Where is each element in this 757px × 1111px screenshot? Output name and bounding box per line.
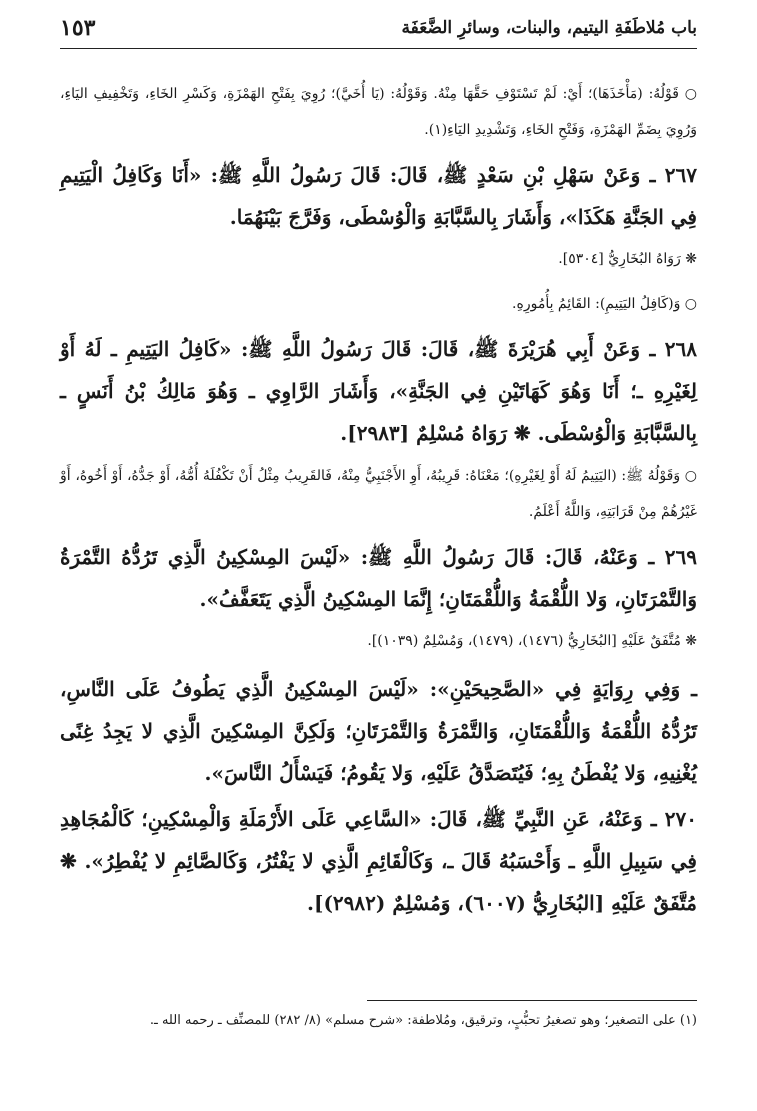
hadith-267-reference: ❋ رَوَاهُ البُخَارِيُّ [٥٣٠٤]. xyxy=(558,251,697,267)
running-header xyxy=(60,8,697,49)
hadith-269-reference: ❋ مُتَّفَقٌ عَلَيْهِ [البُخَارِيُّ (١٤٧٦)، (١٤٧٩)، وَمُسْلِمٌ (١٠٣٩)]. xyxy=(367,633,697,649)
footnote-divider xyxy=(367,1000,697,1001)
hadith-269-variant: ـ وَفِي رِوَايَةٍ فِي «الصَّحِيحَيْنِ»: «لَيْسَ المِسْكِينُ الَّذِي يَطُوفُ عَلَى النَّاسِ، تَرُدُّهُ اللُّقْمَةُ وَاللُّقْمَتَانِ، وَالتَّمْرَةُ وَالتَّمْرَتَانِ؛ وَلَكِنَّ المِسْكِينَ الَّذِي لا يَجِدُ غِنًى يُغْنِيهِ، وَلا يُفْطَنُ بِهِ؛ فَيُتَصَدَّقُ عَلَيْهِ، وَلا يَقُومُ؛ فَيَسْأَلُ النَّاسَ». xyxy=(60,677,697,785)
page-number: ١٥٣ xyxy=(60,15,96,41)
hadith-267: ٢٦٧ ـ وَعَنْ سَهْلِ بْنِ سَعْدٍ ﷺ، قَالَ: قَالَ رَسُولُ اللَّهِ ﷺ: «أَنَا وَكَافِلُ الْيَتِيمِ فِي الجَنَّةِ هَكَذَا»، وَأَشَارَ بِالسَّبَّابَةِ وَالْوُسْطَى، وَفَرَّجَ بَيْنَهُمَا. xyxy=(60,163,697,229)
hadith-268: ٢٦٨ ـ وَعَنْ أَبِي هُرَيْرَةَ ﷺ، قَالَ: قَالَ رَسُولُ اللَّهِ ﷺ: «كَافِلُ اليَتِيمِ ـ لَهُ أَوْ لِغَيْرِهِ ـ؛ أَنَا وَهُوَ كَهَاتَيْنِ فِي الجَنَّةِ»، وَأَشَارَ الرَّاوِي ـ وَهُوَ مَالِكُ بْنُ أَنَسٍ ـ بِالسَّبَّابَةِ وَالْوُسْطَى. ❋ رَوَاهُ مُسْلِمٌ [٢٩٨٣]. xyxy=(60,337,697,445)
footnote: (١) على التصغير؛ وهو تصغيرُ تحبُّبٍ، وترقيق، ومُلاطفة: «شرح مسلم» (٨/ ٢٨٢) للمصنِّف ـ رحمه الله ـ. xyxy=(149,1013,697,1028)
main-text xyxy=(60,76,697,928)
commentary-note: ○ وَ(كَافِلُ اليَتِيمِ): القَائِمُ بِأُمُورِهِ. xyxy=(512,296,697,312)
hadith-270: ٢٧٠ ـ وَعَنْهُ، عَنِ النَّبِيِّ ﷺ، قَالَ: «السَّاعِي عَلَى الأَرْمَلَةِ وَالْمِسْكِينِ؛ كَالْمُجَاهِدِ فِي سَبِيلِ اللَّهِ ـ وَأَحْسَبُهُ قَالَ ـ، وَكَالْقَائِمِ الَّذِي لا يَفْتُرُ، وَكَالصَّائِمِ لا يُفْطِرُ». ❋ مُتَّفَقٌ عَلَيْهِ [البُخَارِيُّ (٦٠٠٧)، وَمُسْلِمٌ (٢٩٨٢)]. xyxy=(60,807,697,915)
hadith-269: ٢٦٩ ـ وَعَنْهُ، قَالَ: قَالَ رَسُولُ اللَّهِ ﷺ: «لَيْسَ المِسْكِينُ الَّذِي تَرُدُّهُ التَّمْرَةُ وَالتَّمْرَتَانِ، وَلا اللُّقْمَةُ وَاللُّقْمَتَانِ؛ إِنَّمَا المِسْكِينُ الَّذِي يَتَعَفَّفُ». xyxy=(60,545,697,611)
chapter-title: باب مُلاطَفَةِ اليتيم، والبنات، وسائرِ الضَّعَفَة xyxy=(401,18,697,38)
commentary-note: ○ قَوْلُهُ: (مَأْخَذَهَا)؛ أَيْ: لَمْ تَسْتَوْفِ حَقَّهَا مِنْهُ. وَقَوْلُهُ: (يَا أُخَيَّ)؛ رُوِيَ بِفَتْحِ الهَمْزَةِ، وَكَسْرِ الخَاءِ، وَتَخْفِيفِ اليَاءِ، وَرُوِيَ بِضَمِّ الهَمْزَةِ، وَفَتْحِ الخَاءِ، وَتَشْدِيدِ اليَاءِ(١). xyxy=(60,86,697,138)
commentary-note: ○ وَقَوْلُهُ ﷺ: (اليَتِيمُ لَهُ أَوْ لِغَيْرِهِ)؛ مَعْنَاهُ: قَرِيبُهُ، أَوِ الأَجْنَبِيُّ مِنْهُ، فَالقَرِيبُ مِثْلُ أَنْ تَكْفُلَهُ أُمُّهُ، أَوْ جَدُّهُ، أَوْ أَخُوهُ، أَوْ غَيْرُهُمْ مِنْ قَرَابَتِهِ، وَاللَّهُ أَعْلَمُ. xyxy=(60,468,697,520)
